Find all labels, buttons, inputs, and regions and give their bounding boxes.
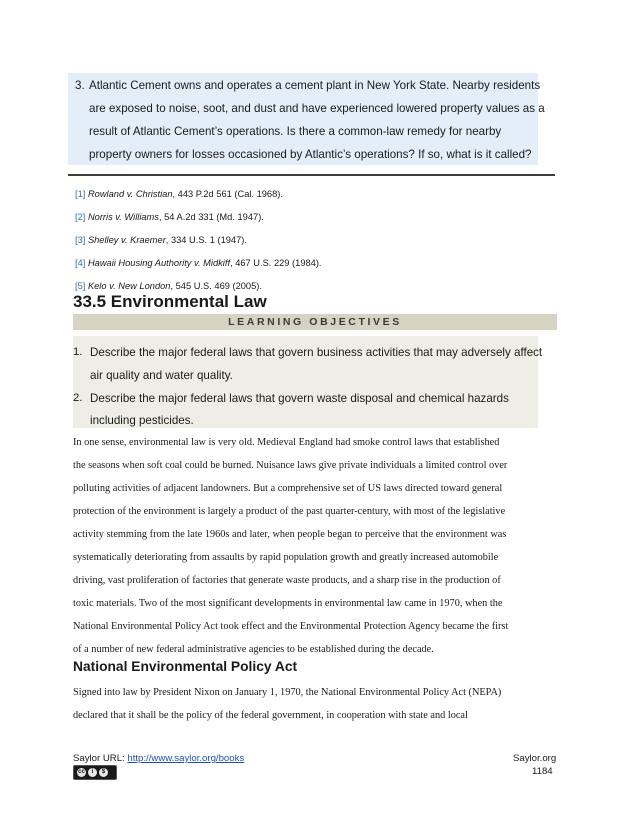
footnote-case: Norris v. Williams	[87, 212, 159, 222]
footnote-citation: , 545 U.S. 469 (2005).	[170, 281, 262, 291]
question-number: 3.	[75, 79, 85, 92]
learning-objectives-header: LEARNING OBJECTIVES	[73, 314, 557, 330]
objective-line: air quality and water quality.	[90, 369, 233, 382]
nc-icon: $	[99, 768, 108, 777]
footnote-citation: , 467 U.S. 229 (1984).	[230, 258, 322, 268]
body-line: toxic materials. Two of the most significant developments in environmental law came in 1970, when the	[73, 598, 503, 609]
cc-icon: cc	[78, 769, 85, 775]
body-line: In one sense, environmental law is very old. Medieval England had smoke control laws that established	[73, 437, 500, 448]
footnote-case: Shelley v. Kraemer	[87, 235, 166, 245]
page-number: 1184	[532, 766, 553, 777]
footnote-ref-link[interactable]: [3]	[75, 235, 86, 245]
question-line: Atlantic Cement owns and operates a cement plant in New York State. Nearby residents	[89, 79, 541, 92]
footnote-citation: , 334 U.S. 1 (1947).	[165, 235, 247, 245]
footnote-case: Kelo v. New London	[87, 281, 171, 291]
footnote-ref-link[interactable]: [4]	[75, 258, 86, 268]
footnote	[75, 258, 322, 268]
footnote-ref-link[interactable]: [1]	[75, 189, 86, 199]
footnote	[75, 212, 264, 222]
objective-number: 2.	[73, 392, 83, 404]
question-line: are exposed to noise, soot, and dust and have experienced lowered property values as a	[89, 102, 545, 115]
objective-number: 1.	[73, 346, 83, 358]
footnote-citation: , 54 A.2d 331 (Md. 1947).	[158, 212, 264, 222]
body-line: the seasons when soft coal could be burned. Nuisance laws give private individuals a limited control over	[73, 460, 508, 471]
subsection-title: National Environmental Policy Act	[73, 659, 298, 674]
body-line: declared that it shall be the policy of the federal government, in cooperation with state and local	[73, 710, 468, 721]
footnote	[75, 281, 262, 291]
footnote	[75, 235, 247, 245]
body-line: systematically deteriorating from assaults by rapid population growth and greatly increased automobile	[73, 552, 499, 563]
body-line: polluting activities of adjacent landowners. But a comprehensive set of US laws directed toward general	[73, 483, 503, 494]
footnote-citation: , 443 P.2d 561 (Cal. 1968).	[172, 189, 283, 199]
creative-commons-license-icon	[73, 765, 117, 780]
question-line: property owners for losses occasioned by Atlantic’s operations? If so, what is it called?	[89, 148, 532, 161]
footer-site: Saylor.org	[513, 753, 557, 764]
body-line: Signed into law by President Nixon on January 1, 1970, the National Environmental Policy Act (NEPA)	[73, 687, 502, 698]
section-divider	[68, 174, 555, 176]
footer-source	[73, 753, 244, 764]
by-icon: i	[88, 768, 97, 777]
footer-url-label: Saylor URL:	[73, 753, 128, 764]
question-line: result of Atlantic Cement’s operations. Is there a common-law remedy for nearby	[89, 125, 502, 138]
footnote-ref-link[interactable]: [5]	[75, 281, 86, 291]
objective-line: Describe the major federal laws that govern waste disposal and chemical hazards	[90, 392, 509, 405]
section-title: 33.5 Environmental Law	[73, 292, 267, 311]
body-line: of a number of new federal administrative agencies to be established during the decade.	[73, 644, 434, 655]
objective-line: Describe the major federal laws that govern business activities that may adversely affect	[90, 346, 543, 359]
body-line: protection of the environment is largely a product of the past quarter-century, with most of the legislative	[73, 506, 506, 517]
body-line: driving, vast proliferation of factories that generate waste products, and a sharp rise in the production of	[73, 575, 501, 586]
footer-url-link[interactable]: http://www.saylor.org/books	[127, 753, 245, 764]
body-line: National Environmental Policy Act took effect and the Environmental Protection Agency became the first	[73, 621, 509, 632]
footnote	[75, 189, 283, 199]
footnote-case: Hawaii Housing Authority v. Midkiff	[87, 258, 231, 268]
footnote-ref-link[interactable]: [2]	[75, 212, 86, 222]
objective-line: including pesticides.	[90, 414, 194, 427]
body-line: activity stemming from the late 1960s and later, when people began to perceive that the environment was	[73, 529, 507, 540]
footnote-case: Rowland v. Christian	[87, 189, 173, 199]
